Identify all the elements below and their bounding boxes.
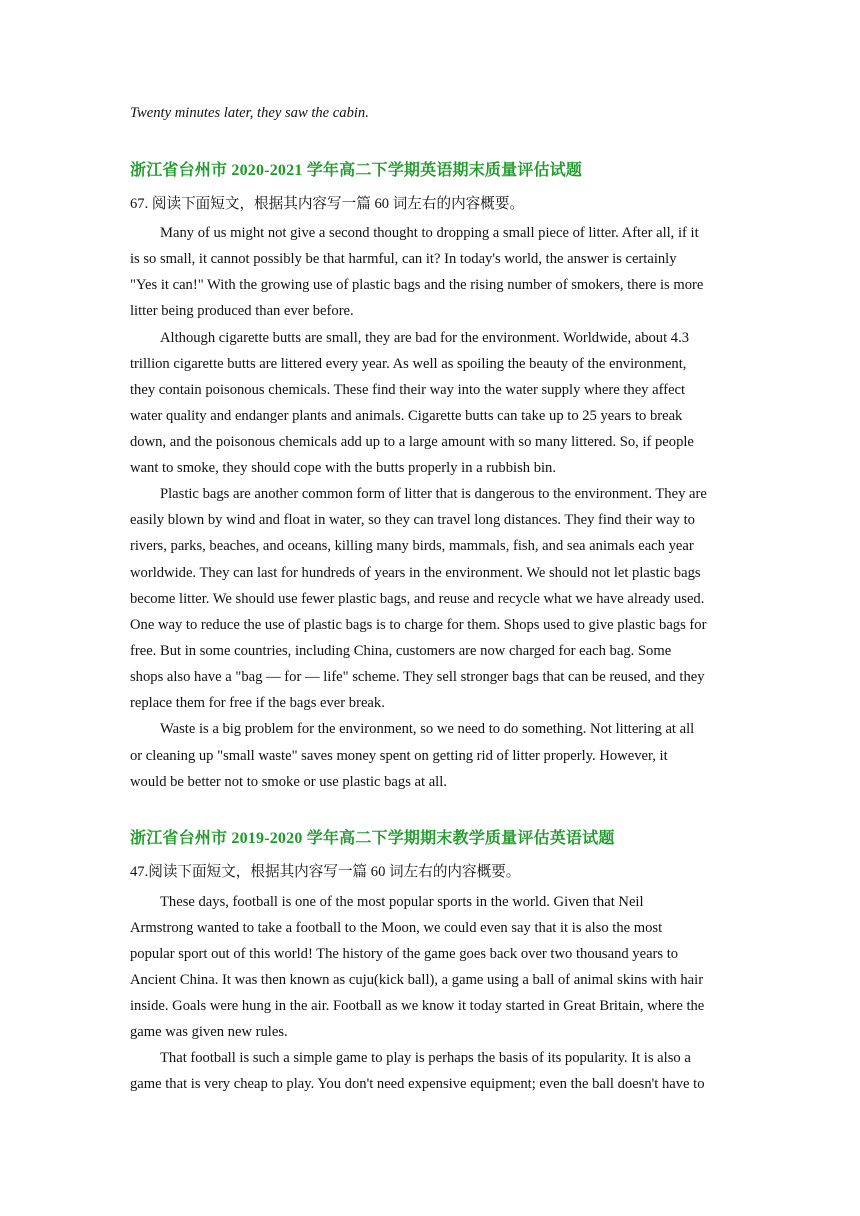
paragraph-line: Many of us might not give a second thought to dropping a small piece of litter. After all, if it bbox=[160, 225, 699, 241]
paragraph-line: or cleaning up "small waste" saves money spent on getting rid of litter properly. However, it bbox=[130, 748, 668, 764]
paragraph-line: game that is very cheap to play. You don't need expensive equipment; even the ball doesn't have to bbox=[130, 1076, 705, 1092]
paragraph-line: These days, football is one of the most popular sports in the world. Given that Neil bbox=[160, 894, 644, 910]
paragraph-line: they contain poisonous chemicals. These find their way into the water supply where they affect bbox=[130, 382, 686, 398]
paragraph-line: easily blown by wind and float in water, so they can travel long distances. They find their way to bbox=[130, 512, 695, 528]
paragraph-line: Ancient China. It was then known as cuju(kick ball), a game using a ball of animal skins with hair bbox=[130, 972, 704, 988]
paragraph-line: is so small, it cannot possibly be that harmful, can it? In today's world, the answer is certainly bbox=[130, 251, 677, 267]
paragraph-line: water quality and endanger plants and animals. Cigarette butts can take up to 25 years to break bbox=[130, 408, 683, 424]
paragraph-line: want to smoke, they should cope with the butts properly in a rubbish bin. bbox=[130, 460, 556, 476]
section-heading-2020: 浙江省台州市 2020-2021 学年高二下学期英语期末质量评估试题 bbox=[130, 162, 583, 179]
paragraph-line: litter being produced than ever before. bbox=[130, 303, 354, 319]
question-67: 67. 阅读下面短文，根据其内容写一篇 60 词左右的内容概要。 bbox=[130, 196, 525, 212]
paragraph-line: "Yes it can!" With the growing use of plastic bags and the rising number of smokers, there is more bbox=[130, 277, 704, 293]
paragraph-line: popular sport out of this world! The history of the game goes back over two thousand years to bbox=[130, 946, 679, 962]
paragraph-line: Waste is a big problem for the environment, so we need to do something. Not littering at all bbox=[160, 721, 695, 737]
paragraph-line: Although cigarette butts are small, they are bad for the environment. Worldwide, about 4.3 bbox=[160, 330, 690, 346]
paragraph-line: One way to reduce the use of plastic bags is to charge for them. Shops used to give plastic bags for bbox=[130, 617, 707, 633]
paragraph-line: game was given new rules. bbox=[130, 1024, 288, 1040]
paragraph-line: That football is such a simple game to play is perhaps the basis of its popularity. It is also a bbox=[160, 1050, 691, 1066]
paragraph-line: down, and the poisonous chemicals add up to a large amount with so many littered. So, if people bbox=[130, 434, 694, 450]
paragraph-line: free. But in some countries, including China, customers are now charged for each bag. Some bbox=[130, 643, 672, 659]
paragraph-line: inside. Goals were hung in the air. Football as we know it today started in Great Britain, where the bbox=[130, 998, 705, 1014]
section-heading-2019: 浙江省台州市 2019-2020 学年高二下学期期末教学质量评估英语试题 bbox=[130, 830, 615, 847]
paragraph-line: trillion cigarette butts are littered every year. As well as spoiling the beauty of the environment, bbox=[130, 356, 687, 372]
intro-line: Twenty minutes later, they saw the cabin. bbox=[130, 105, 369, 121]
paragraph-line: Armstrong wanted to take a football to the Moon, we could even say that it is also the most bbox=[130, 920, 663, 936]
paragraph-line: replace them for free if the bags ever break. bbox=[130, 695, 385, 711]
paragraph-line: rivers, parks, beaches, and oceans, killing many birds, mammals, fish, and sea animals each year bbox=[130, 538, 694, 554]
paragraph-line: worldwide. They can last for hundreds of years in the environment. We should not let plastic bags bbox=[130, 565, 701, 581]
paragraph-line: Plastic bags are another common form of litter that is dangerous to the environment. They are bbox=[160, 486, 707, 502]
paragraph-line: become litter. We should use fewer plastic bags, and reuse and recycle what we have already used. bbox=[130, 591, 705, 607]
paragraph-line: shops also have a "bag — for — life" scheme. They sell stronger bags that can be reused, and they bbox=[130, 669, 705, 685]
question-47: 47.阅读下面短文，根据其内容写一篇 60 词左右的内容概要。 bbox=[130, 864, 521, 880]
paragraph-line: would be better not to smoke or use plastic bags at all. bbox=[130, 774, 447, 790]
